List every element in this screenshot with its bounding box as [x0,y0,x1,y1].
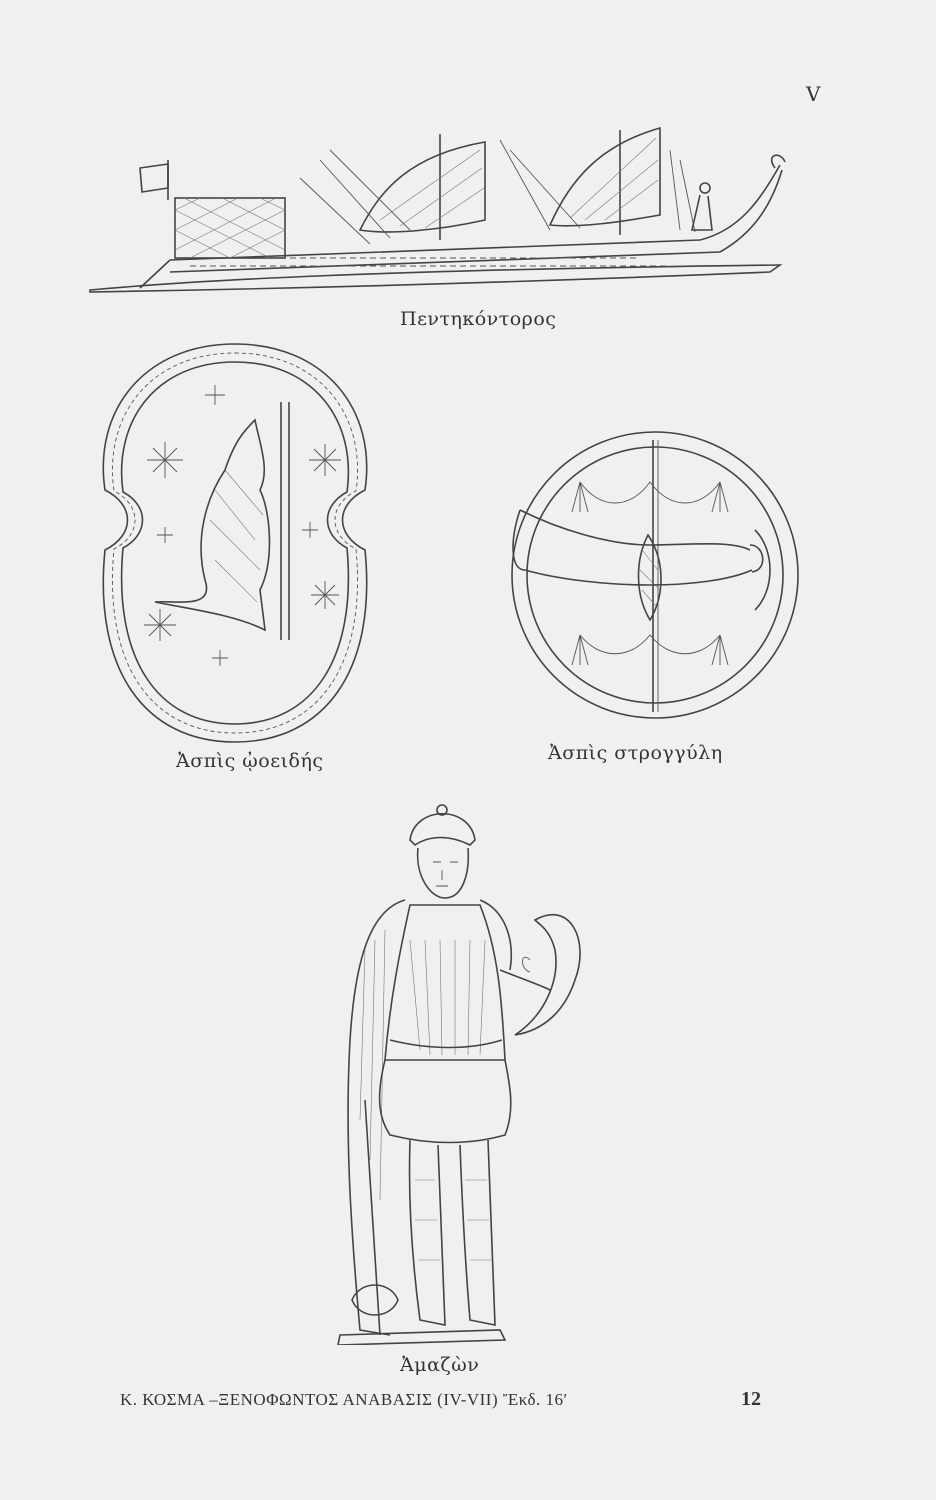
amazon-caption: Ἀμαζὼν [400,1354,480,1376]
oval-shield-caption: Ἀσπὶς ᾠοειδής [176,750,324,772]
star-decorations [144,385,341,666]
pentekonter-ship-illustration [80,120,800,300]
page-marker: V [806,82,821,106]
amazon-warrior-illustration [330,800,600,1345]
book-footer: Κ. ΚΟΣΜΑ –ΞΕΝΟΦΩΝΤΟΣ ΑΝΑΒΑΣΙΣ (IV-VII) Ἔκδ. 16′ [120,1390,568,1409]
round-shield-caption: Ἀσπὶς στρογγύλη [548,742,723,764]
oval-shield-illustration [85,340,385,750]
round-shield-illustration [500,420,810,730]
ship-caption: Πεντηκόντορος [400,308,557,330]
page-number: 12 [741,1388,761,1410]
tassel-decorations [572,482,728,665]
